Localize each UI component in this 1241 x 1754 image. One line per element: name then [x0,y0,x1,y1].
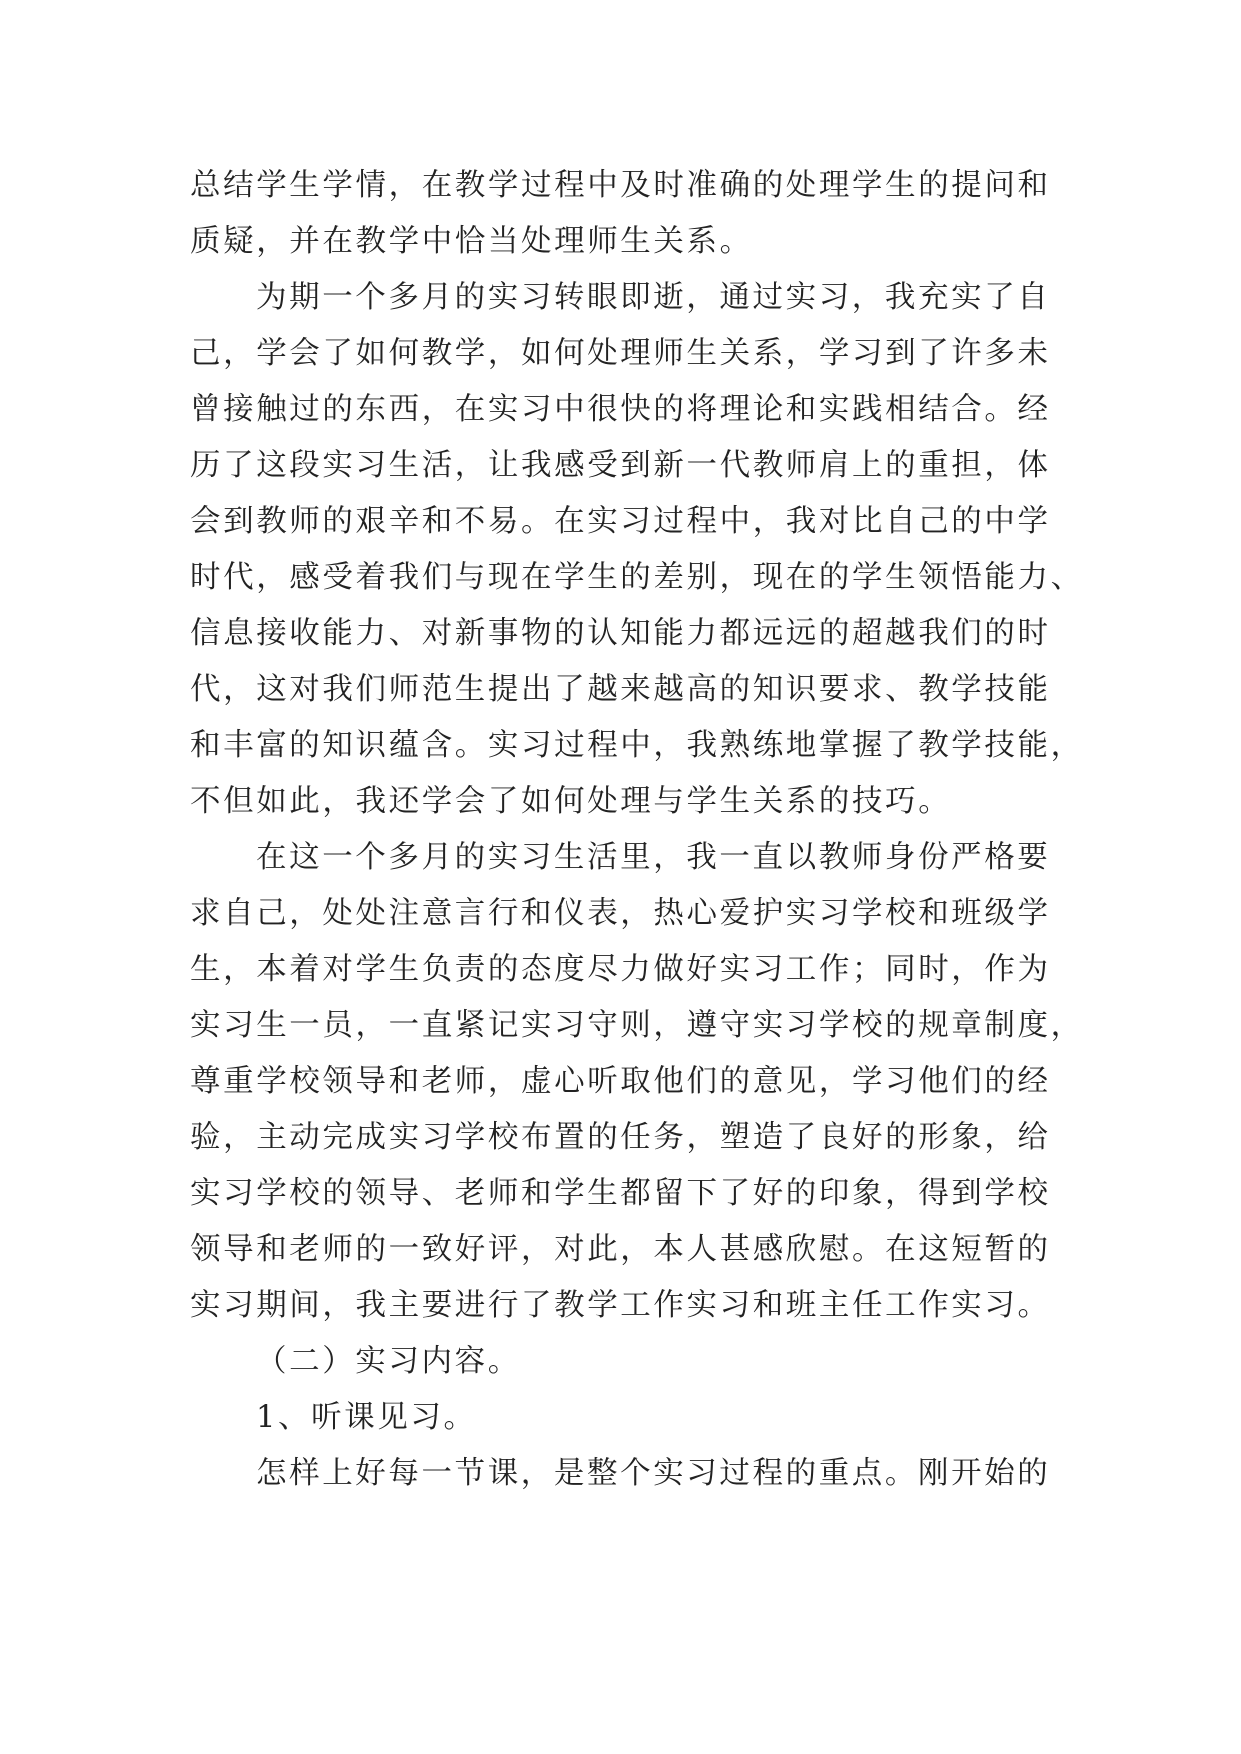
text-line: 领导和老师的一致好评，对此，本人甚感欣慰。在这短暂的 [190,1232,1051,1267]
text-line: 曾接触过的东西，在实习中很快的将理论和实践相结合。经 [190,392,1051,427]
text-line: 不但如此，我还学会了如何处理与学生关系的技巧。 [190,784,952,819]
text-line: 代，这对我们师范生提出了越来越高的知识要求、教学技能 [190,672,1051,707]
subsection-heading: 1、听课见习。 [256,1400,477,1435]
text-line: 总结学生学情，在教学过程中及时准确的处理学生的提问和 [190,168,1051,203]
text-line: 己，学会了如何教学，如何处理师生关系，学习到了许多未 [190,336,1051,371]
text-line: 实习生一员，一直紧记实习守则，遵守实习学校的规章制度， [190,1008,1084,1043]
text-line: 实习期间，我主要进行了教学工作实习和班主任工作实习。 [190,1288,1051,1323]
text-line: 质疑，并在教学中恰当处理师生关系。 [190,224,753,259]
paragraph-start-line: 怎样上好每一节课，是整个实习过程的重点。刚开始的 [256,1456,1051,1491]
text-line: 时代，感受着我们与现在学生的差别，现在的学生领悟能力、 [190,560,1084,595]
text-line: 和丰富的知识蕴含。实习过程中，我熟练地掌握了教学技能， [190,728,1084,763]
text-line: 求自己，处处注意言行和仪表，热心爱护实习学校和班级学 [190,896,1051,931]
text-line: 尊重学校领导和老师，虚心听取他们的意见，学习他们的经 [190,1064,1051,1099]
text-line: 生，本着对学生负责的态度尽力做好实习工作；同时，作为 [190,952,1051,987]
text-line: 实习学校的领导、老师和学生都留下了好的印象，得到学校 [190,1176,1051,1211]
text-line: 验，主动完成实习学校布置的任务，塑造了良好的形象，给 [190,1120,1051,1155]
paragraph-start-line: 为期一个多月的实习转眼即逝，通过实习，我充实了自 [256,280,1051,315]
text-line: 历了这段实习生活，让我感受到新一代教师肩上的重担，体 [190,448,1051,483]
section-heading: （二）实习内容。 [256,1344,521,1379]
text-line: 信息接收能力、对新事物的认知能力都远远的超越我们的时 [190,616,1051,651]
text-line: 会到教师的艰辛和不易。在实习过程中，我对比自己的中学 [190,504,1051,539]
paragraph-start-line: 在这一个多月的实习生活里，我一直以教师身份严格要 [256,840,1051,875]
